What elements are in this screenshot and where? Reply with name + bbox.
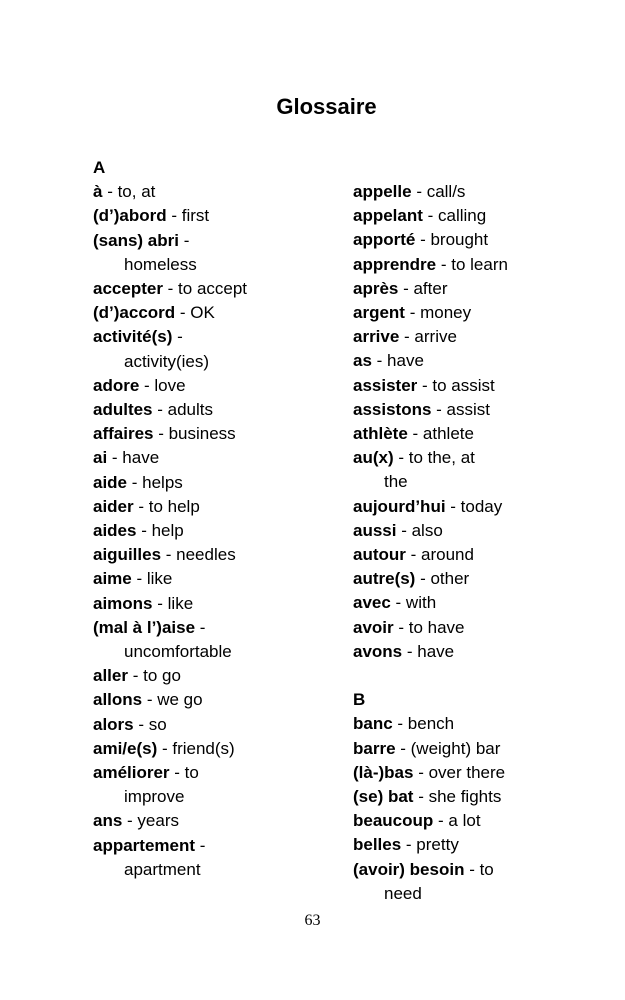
term: aujourd’hui bbox=[353, 496, 446, 516]
definition: - to assist bbox=[417, 375, 495, 395]
glossary-entry bbox=[93, 495, 343, 519]
glossary-entry bbox=[353, 204, 603, 228]
definition: - to help bbox=[133, 496, 200, 516]
definition: - pretty bbox=[401, 835, 459, 855]
definition: - bbox=[178, 230, 190, 250]
glossary-entry bbox=[353, 712, 603, 736]
definition: - other bbox=[415, 569, 470, 589]
definition-continued: the bbox=[384, 472, 408, 492]
glossary-entry bbox=[93, 325, 343, 373]
term: aide bbox=[93, 472, 128, 492]
glossary-entry bbox=[93, 664, 343, 688]
term: aimons bbox=[93, 593, 153, 613]
definition-continued: improve bbox=[124, 787, 185, 807]
term: aller bbox=[93, 666, 128, 686]
term: avons bbox=[353, 641, 403, 661]
term: améliorer bbox=[93, 763, 170, 783]
term: appelle bbox=[353, 182, 412, 201]
glossary-entry bbox=[93, 301, 343, 325]
definition: - to bbox=[464, 859, 494, 879]
term: apporté bbox=[353, 230, 416, 250]
definition-continued: need bbox=[384, 883, 422, 903]
term: (d’)accord bbox=[93, 303, 176, 323]
glossary-entry bbox=[353, 833, 603, 857]
glossary-entry bbox=[353, 543, 603, 567]
term: barre bbox=[353, 738, 396, 758]
definition: - have bbox=[371, 351, 424, 371]
definition: - to, at bbox=[102, 182, 156, 202]
definition: - business bbox=[153, 424, 236, 444]
definition: - to bbox=[169, 763, 199, 783]
glossary-entry bbox=[353, 253, 603, 277]
term: adultes bbox=[93, 400, 153, 420]
definition: - arrive bbox=[399, 327, 457, 347]
glossary-entry bbox=[93, 398, 343, 422]
definition-continued: activity(ies) bbox=[124, 351, 210, 371]
term: (sans) abri bbox=[93, 230, 179, 250]
definition: - after bbox=[398, 278, 448, 298]
term: adore bbox=[93, 375, 140, 395]
glossary-entry bbox=[353, 180, 603, 204]
glossary-entry bbox=[93, 616, 343, 664]
definition: - help bbox=[136, 521, 184, 541]
term: accepter bbox=[93, 279, 163, 299]
page-number: 63 bbox=[304, 912, 321, 929]
glossary-entry bbox=[353, 567, 603, 591]
glossary-entry bbox=[353, 785, 603, 809]
glossary-entry bbox=[353, 277, 603, 301]
term: banc bbox=[353, 714, 393, 734]
definition: - calling bbox=[422, 206, 487, 226]
page-title: Glossaire bbox=[276, 94, 377, 119]
glossary-entry bbox=[353, 591, 603, 615]
glossary-entry bbox=[353, 349, 603, 373]
section-heading-a: A bbox=[93, 158, 106, 177]
definition: - to learn bbox=[436, 254, 508, 274]
glossary-entry bbox=[93, 688, 343, 712]
term: appartement bbox=[93, 835, 196, 855]
glossary-entry bbox=[353, 398, 603, 422]
definition: - we go bbox=[142, 690, 203, 710]
definition: - to go bbox=[127, 666, 181, 686]
definition: - bbox=[195, 835, 206, 855]
glossary-entry bbox=[353, 640, 603, 664]
definition: - she fights bbox=[413, 787, 502, 807]
term: aussi bbox=[353, 520, 397, 540]
definition: - today bbox=[445, 496, 503, 516]
term: assistons bbox=[353, 399, 432, 419]
definition: - friend(s) bbox=[157, 738, 235, 758]
term: allons bbox=[93, 690, 143, 710]
glossary-entry bbox=[353, 228, 603, 252]
definition: - to accept bbox=[162, 279, 248, 299]
glossary-entry bbox=[93, 592, 343, 616]
term: avec bbox=[353, 593, 391, 613]
definition-continued: apartment bbox=[124, 859, 201, 879]
definition: - a lot bbox=[433, 811, 481, 831]
term: (d’)abord bbox=[93, 206, 167, 226]
term: as bbox=[353, 351, 372, 371]
definition: - money bbox=[404, 303, 472, 323]
definition: - bbox=[172, 327, 183, 347]
definition: - helps bbox=[127, 472, 183, 492]
definition: - over there bbox=[413, 762, 506, 782]
definition: - bench bbox=[392, 714, 455, 734]
glossary-entry bbox=[353, 519, 603, 543]
definition-continued: homeless bbox=[124, 254, 197, 274]
glossary-entry bbox=[93, 180, 343, 204]
glossary-entry bbox=[93, 277, 343, 301]
term: après bbox=[353, 278, 399, 298]
glossary-entry bbox=[353, 301, 603, 325]
glossary-entry bbox=[353, 374, 603, 398]
definition: - first bbox=[166, 206, 210, 226]
definition: - (weight) bar bbox=[395, 738, 501, 758]
glossary-column-right bbox=[353, 180, 603, 906]
term: (là-)bas bbox=[353, 762, 414, 782]
term: argent bbox=[353, 303, 405, 323]
glossary-entry bbox=[353, 858, 603, 906]
definition: - to the, at bbox=[393, 448, 475, 468]
term: arrive bbox=[353, 327, 400, 347]
definition-continued: uncomfortable bbox=[124, 642, 232, 662]
term: (avoir) besoin bbox=[353, 859, 465, 879]
definition: - adults bbox=[152, 400, 214, 420]
glossary-entry bbox=[93, 471, 343, 495]
definition: - around bbox=[405, 545, 474, 565]
section-heading-b: B bbox=[353, 690, 366, 710]
glossary-entry bbox=[353, 446, 603, 494]
term: appelant bbox=[353, 206, 423, 226]
definition: - have bbox=[107, 448, 160, 468]
glossary-entry bbox=[93, 446, 343, 470]
term: ai bbox=[93, 448, 108, 468]
definition: - call/s bbox=[411, 182, 466, 201]
term: affaires bbox=[93, 424, 154, 444]
definition: - OK bbox=[175, 303, 215, 323]
glossary-entry bbox=[353, 761, 603, 785]
definition: - years bbox=[122, 811, 179, 831]
glossary-entry bbox=[93, 204, 343, 228]
glossary-entry bbox=[93, 543, 343, 567]
glossary-entry bbox=[93, 422, 343, 446]
term: aime bbox=[93, 569, 132, 589]
term: beaucoup bbox=[353, 811, 434, 831]
term: aiguilles bbox=[93, 545, 162, 565]
term: au(x) bbox=[353, 448, 394, 468]
glossary-entry bbox=[353, 495, 603, 519]
definition: - also bbox=[396, 520, 443, 540]
term: à bbox=[93, 182, 103, 202]
glossary-entry bbox=[353, 616, 603, 640]
term: assister bbox=[353, 375, 418, 395]
definition: - bbox=[195, 617, 206, 637]
glossary-entry bbox=[93, 374, 343, 398]
term: belles bbox=[353, 835, 402, 855]
term: (se) bat bbox=[353, 787, 414, 807]
definition: - like bbox=[131, 569, 173, 589]
term: alors bbox=[93, 714, 134, 734]
glossary-entry bbox=[353, 809, 603, 833]
glossary-entry bbox=[353, 737, 603, 761]
term: autre(s) bbox=[353, 569, 416, 589]
glossary-entry bbox=[93, 713, 343, 737]
term: aides bbox=[93, 521, 137, 541]
definition: - have bbox=[402, 641, 455, 661]
term: athlète bbox=[353, 424, 408, 444]
definition: - love bbox=[139, 375, 186, 395]
glossary-entry bbox=[93, 809, 343, 833]
glossary-entry bbox=[93, 229, 343, 277]
definition: - athlete bbox=[407, 424, 474, 444]
glossary-column-left bbox=[93, 156, 343, 882]
glossary-entry bbox=[353, 325, 603, 349]
term: ans bbox=[93, 811, 123, 831]
glossary-entry bbox=[353, 422, 603, 446]
term: aider bbox=[93, 496, 134, 516]
glossary-entry bbox=[93, 761, 343, 809]
definition: - needles bbox=[161, 545, 236, 565]
definition: - so bbox=[133, 714, 167, 734]
glossary-entry bbox=[93, 567, 343, 591]
term: activité(s) bbox=[93, 327, 173, 347]
definition: - with bbox=[390, 593, 437, 613]
glossary-entry bbox=[93, 519, 343, 543]
definition: - assist bbox=[431, 399, 490, 419]
term: ami/e(s) bbox=[93, 738, 158, 758]
term: autour bbox=[353, 545, 406, 565]
term: avoir bbox=[353, 617, 394, 637]
term: apprendre bbox=[353, 254, 437, 274]
definition: - brought bbox=[415, 230, 489, 250]
definition: - like bbox=[152, 593, 194, 613]
definition: - to have bbox=[393, 617, 465, 637]
glossary-entry bbox=[93, 834, 343, 882]
term: (mal à l’)aise bbox=[93, 617, 196, 637]
glossary-entry bbox=[93, 737, 343, 761]
